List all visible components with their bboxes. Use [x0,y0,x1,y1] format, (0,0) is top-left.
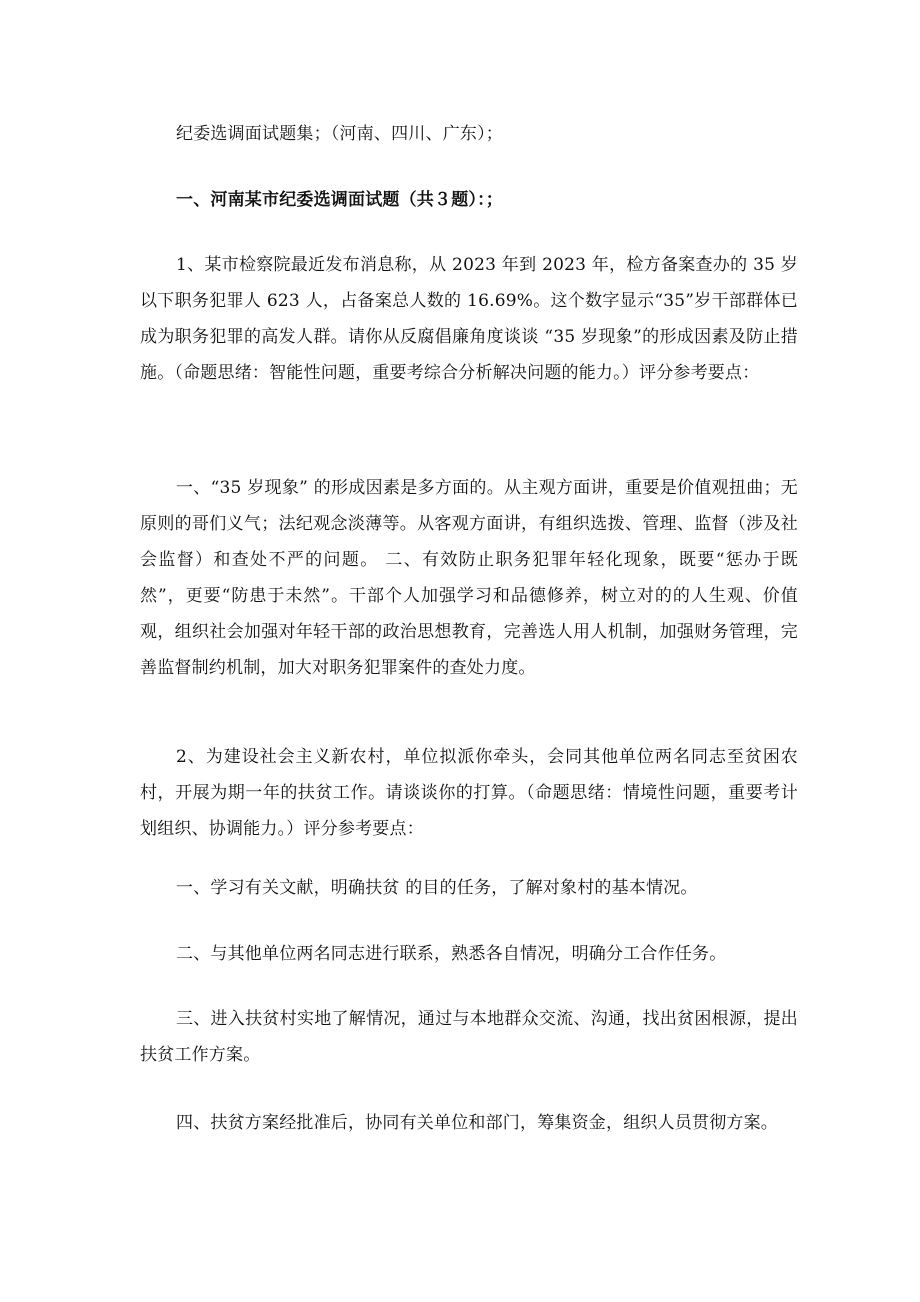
question-1: 1、某市检察院最近发布消息称，从 2023 年到 2023 年，检方备案查办的 35 岁以下职务犯罪人 623 人，占备案总人数的 16.69%。这个数字显示“35”岁干部群体已成为职务犯罪的高发人群。请你从反腐倡廉角度谈谈 “35 岁现象”的形成因素及防止措施。（命题思绪：智能性问题，重要考综合分析解决问题的能力。）评分参考要点： [140,255,798,383]
document-title-line: 纪委选调面试题集；（河南、四川、广东）； [176,124,503,144]
question-2-point-2: 二、与其他单位两名同志进行联系，熟悉各自情况，明确分工合作任务。 [176,944,727,964]
question-2-point-4: 四、扶贫方案经批准后，协同有关单位和部门，筹集资金，组织人员贯彻方案。 [176,1113,778,1133]
question-1-answer: 一、“35 岁现象” 的形成因素是多方面的。从主观方面讲，重要是价值观扭曲；无原则的哥们义气；法纪观念淡薄等。从客观方面讲，有组织选拨、管理、监督（涉及社会监督）和查处不严的问题。 二、有效防止职务犯罪年轻化现象，既要“惩办于既然”，更要“防患于未然”。干部个人加强学习和品德修养，树立对的的人生观、价值观，组织社会加强对年轻干部的政治思想教育，完善选人用人机制，加强财务管理，完善监督制约机制，加大对职务犯罪案件的查处力度。 [140,478,798,678]
question-2: 2、为建设社会主义新农村，单位拟派你牵头，会同其他单位两名同志至贫困农村，开展为期一年的扶贫工作。请谈谈你的打算。（命题思绪：情境性问题，重要考计划组织、协调能力。）评分参考要点： [140,747,798,839]
question-2-point-1: 一、学习有关文献，明确扶贫 的目的任务，了解对象村的基本情况。 [176,878,698,898]
question-2-point-3: 三、进入扶贫村实地了解情况，通过与本地群众交流、沟通，找出贫困根源，提出扶贫工作方案。 [140,1009,798,1065]
section-heading: 一、河南某市纪委选调面试题（共３题）：； [176,190,503,210]
